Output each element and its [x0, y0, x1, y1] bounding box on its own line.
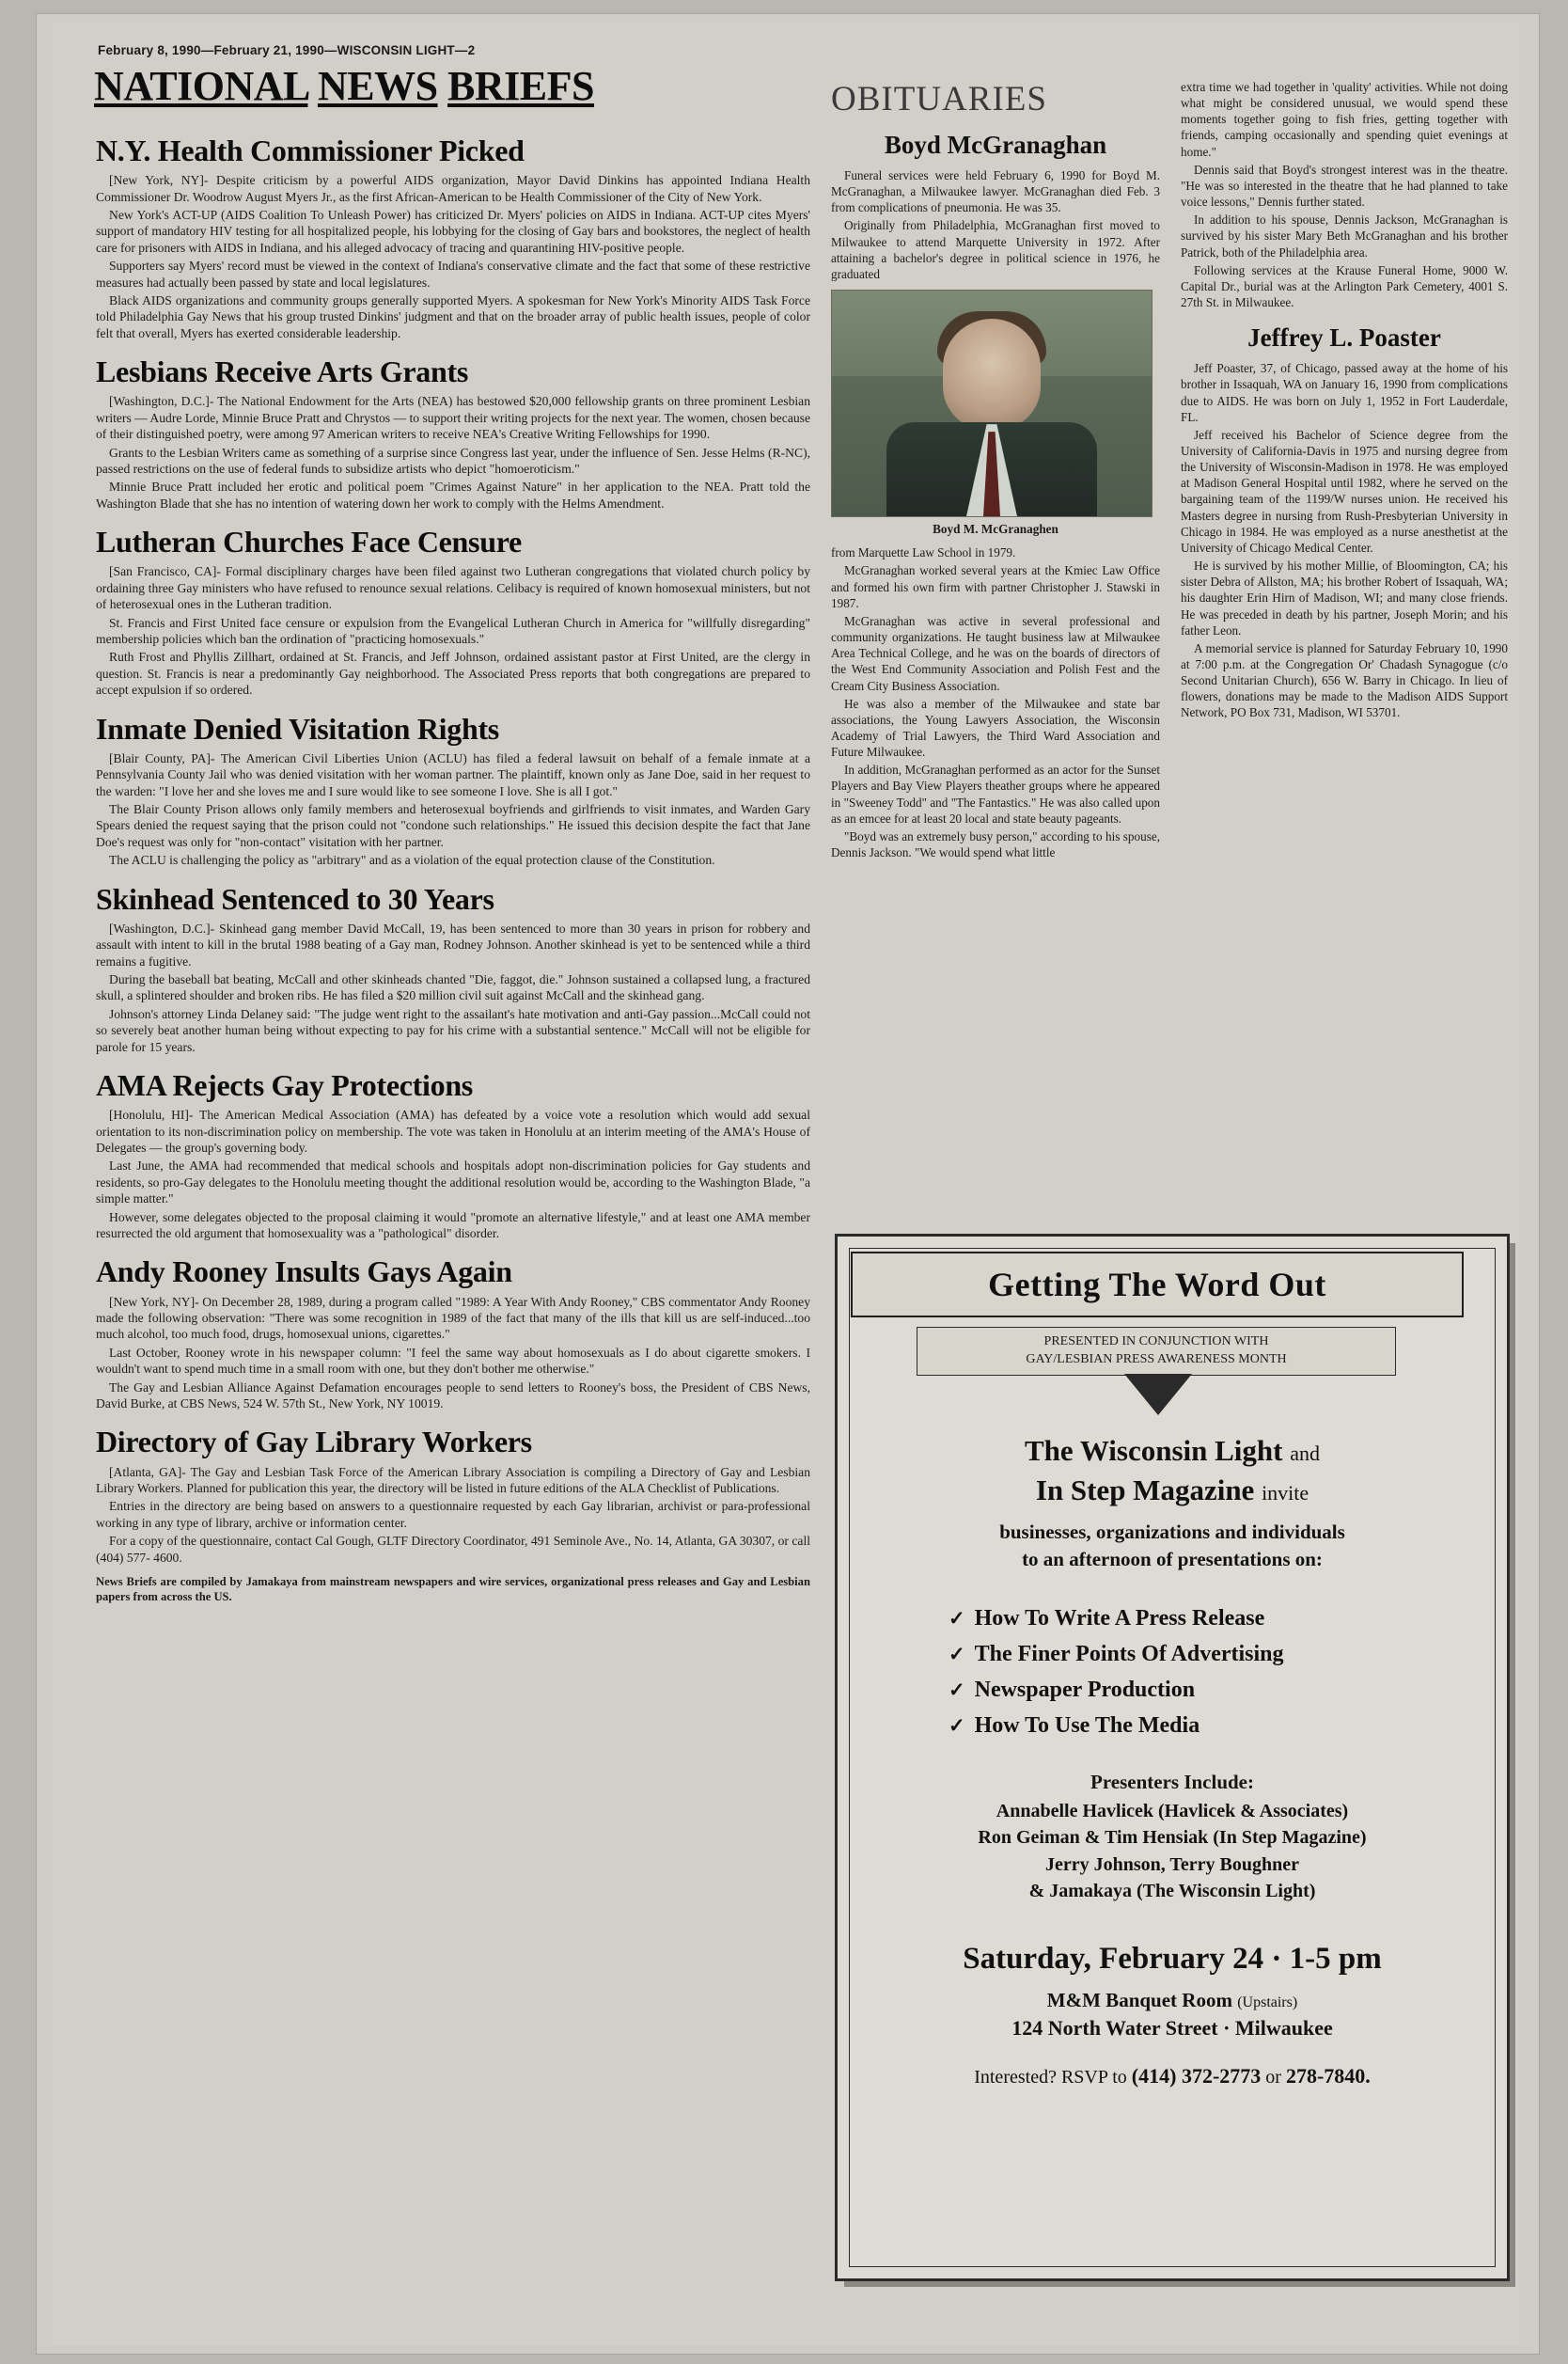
ad-invite-line-1: businesses, organizations and individuals: [999, 1521, 1345, 1543]
article-paragraph: For a copy of the questionnaire, contact Cal Gough, GLTF Directory Coordinator, 491 Seminole Ave., No. 14, Atlanta, GA 30307, or call (404) 577- 4600.: [96, 1534, 810, 1565]
ad-presenter-item: Jerry Johnson, Terry Boughner: [1044, 1853, 1300, 1875]
article-headline: Directory of Gay Library Workers: [96, 1425, 532, 1459]
article-paragraph: Last June, the AMA had recommended that medical schools and hospitals adopt non-discrimination policies for Gay students and residents, so pro-Gay delegates to the Honolulu meeting thought the additional resolution would be, according to the Washington Blade, "a simple matter.": [96, 1158, 810, 1206]
article-lutheran-churches-censure: [96, 527, 810, 698]
article-lesbians-arts-grants: [96, 356, 810, 512]
article-paragraph: [New York, NY]- On December 28, 1989, during a program called "1989: A Year With Andy Rooney," CBS commentator Andy Rooney made the following observation: "There was some recognition in 1989 of the fact that many of the ills that kill us are self-induced...too much alcohol, too much food, drugs, homosexual unions, cigarettes.": [96, 1294, 810, 1342]
article-paragraph: Ruth Frost and Phyllis Zillhart, ordained at St. Francis, and Jeff Johnson, ordained assistant pastor at First United, are the clergy in question. St. Francis is near a predominantly Gay neighborhood. The Associated Press reports that both congregations are prepared to accept expulsion if so ordered.: [96, 650, 810, 698]
column-obituaries: [831, 79, 1160, 862]
article-headline: Inmate Denied Visitation Rights: [96, 711, 499, 746]
article-headline: N.Y. Health Commissioner Picked: [96, 134, 525, 167]
article-headline: Lesbians Receive Arts Grants: [96, 355, 469, 389]
article-paragraph: [Washington, D.C.]- The National Endowment for the Arts (NEA) has bestowed $20,000 fellowship grants on three prominent Lesbian writers — Audre Lorde, Minnie Bruce Pratt and Chrystos — to support their writing projects for the next year. The women, chosen because of their distinguished poetry, were among 97 American writers to receive NEA's Creative Writing Fellowships for 1990.: [96, 394, 810, 442]
obituary-paragraph: He was also a member of the Milwaukee and state bar associations, the Young Lawyers Association, the Wisconsin Academy of Trial Lawyers, the Third Ward Association and Future Milwaukee.: [831, 696, 1160, 760]
ad-presenter-item: Annabelle Havlicek (Havlicek & Associates): [996, 1801, 1349, 1821]
page-surface: [53, 23, 1519, 2345]
obituary-paragraph: Dennis said that Boyd's strongest interest was in the theatre. "He was so interested in the theatre that he had planned to take voice lessons," Dennis further stated.: [1181, 162, 1508, 210]
article-paragraph: The ACLU is challenging the policy as "arbitrary" and as a violation of the equal protection clause of the Constitution.: [109, 853, 715, 868]
ad-rsvp-prefix: Interested? RSVP to: [974, 2067, 1132, 2088]
checkmark-icon: ✓: [949, 1642, 965, 1665]
obituary-paragraph: "Boyd was an extremely busy person," according to his spouse, Dennis Jackson. "We would spend what little: [831, 828, 1160, 860]
obituary-paragraph: Funeral services were held February 6, 1990 for Boyd M. McGranaghan, a Milwaukee lawyer. McGranaghan died Feb. 3 from complications of pneumonia. He was 35.: [831, 168, 1160, 215]
ad-headline-invite: invite: [1262, 1481, 1309, 1505]
article-paragraph: [San Francisco, CA]- Formal disciplinary charges have been filed against two Lutheran congregations that violated church policy by ordaining three Gay ministers who have refused to renounce sexual relations. Celibacy is required of known homosexual ministers, but not of heterosexual ones in the Lutheran tradition.: [96, 564, 810, 612]
ad-rsvp-line: [838, 2064, 1507, 2088]
article-paragraph: Supporters say Myers' record must be viewed in the context of Indiana's conservative climate and the fact that some of these restrictive measures had actually been passed by state and local legislatures.: [96, 259, 810, 290]
checkmark-icon: ✓: [949, 1713, 965, 1737]
article-headline: Andy Rooney Insults Gays Again: [96, 1254, 512, 1289]
ad-invite-line-2: to an afternoon of presentations on:: [1022, 1548, 1323, 1571]
ad-rsvp-conjunction: or: [1261, 2067, 1286, 2088]
article-paragraph: Minnie Bruce Pratt included her erotic and political poem "Crimes Against Nature" in her application to the NEA. Pratt told the Washington Blade that she has no intention of watering down her work to comply with the Helms Amendment.: [96, 480, 810, 511]
article-paragraph: [New York, NY]- Despite criticism by a powerful AIDS organization, Mayor David Dinkins has appointed Indiana Health Commissioner Dr. Woodrow August Myers Jr., as the first African-American to be Health Commissioner of the City of New York.: [96, 173, 810, 204]
column-news-briefs: [96, 135, 810, 1620]
obituary-name-mcgranaghan: Boyd McGranaghan: [884, 131, 1107, 159]
photo-caption: Boyd M. McGranaghen: [933, 522, 1058, 537]
obituary-paragraph: In addition to his spouse, Dennis Jackson, McGranaghan is survived by his sister Mary Beth McGranaghan and his brother Patrick, both of the Philadelphia area.: [1181, 213, 1508, 260]
obituary-name-poaster: Jeffrey L. Poaster: [1247, 323, 1441, 353]
ad-presenters: [838, 1771, 1507, 1905]
article-headline: Skinhead Sentenced to 30 Years: [96, 881, 494, 916]
article-paragraph: [Honolulu, HI]- The American Medical Association (AMA) has defeated by a voice vote a resolution which would add sexual orientation to its non-discrimination policy on membership. The vote was taken in Honolulu at an interim meeting of the AMA's House of Delegates — the group's governing body.: [96, 1108, 810, 1155]
article-paragraph: The Gay and Lesbian Alliance Against Defamation encourages people to send letters to Rooney's boss, the President of CBS News, David Burke, at CBS News, 524 W. 57th St., New York, NY 10019.: [96, 1379, 810, 1411]
obituary-paragraph: McGranaghan was active in several professional and community organizations. He taught business law at Milwaukee Area Technical College, and he was on the boards of directors of the West End Community Association and Polish Fest and the Cream City Business Association.: [831, 613, 1160, 693]
ad-presenter-item: & Jamakaya (The Wisconsin Light): [1028, 1881, 1316, 1902]
ad-venue-note: (Upstairs): [1237, 1994, 1298, 2010]
article-paragraph: New York's ACT-UP (AIDS Coalition To Unleash Power) has criticized Dr. Myers' policies on AIDS in Indiana. ACT-UP cites Myers' support of mandatory HIV testing for all hospitalized people, his lobbying for the closing of Gay bars and bookstores, the neglect of health care for prisoners with AIDS in Indiana, and his alleged advocacy of tracing and quarantining HIV-positive people.: [96, 208, 810, 255]
ad-headline-and: and: [1290, 1442, 1321, 1465]
newspaper-page: [36, 13, 1540, 2355]
running-head: February 8, 1990—February 21, 1990—WISCONSIN LIGHT—2: [98, 43, 476, 57]
ad-presenter-item: Ron Geiman & Tim Hensiak (In Step Magazine): [978, 1827, 1367, 1849]
ad-presenters-title: Presenters Include:: [1090, 1771, 1254, 1793]
obituary-paragraph: He is survived by his mother Millie, of Bloomington, CA; his sister Debra of Allston, MA; his brother Robert of Issaquah, WA; his daughter Erin Hirn of Madison, WI; and many close friends. He was preceded in death by his partner, Joseph Morin; and his father Leon.: [1181, 559, 1508, 638]
news-briefs-credit: News Briefs are compiled by Jamakaya from mainstream newspapers and wire services, organizational press releases and Gay and Lesbian papers from across the US.: [96, 1574, 810, 1603]
ad-topic-label: How To Write A Press Release: [974, 1606, 1265, 1631]
article-inmate-visitation: [96, 711, 810, 869]
article-paragraph: The Blair County Prison allows only family members and heterosexual boyfriends and girlfriends to visit inmates, and Warden Gary Spears denied the request saying that the prison could not "condone such relationships." He issued this decision despite the fact that Jane Doe's request was only for "non-contact" visitation with her partner.: [96, 802, 810, 849]
ad-topic-item: [949, 1673, 1284, 1709]
checkmark-icon: ✓: [949, 1607, 965, 1630]
ad-topic-label: The Finer Points Of Advertising: [974, 1641, 1284, 1666]
triangle-ornament-icon: [1124, 1374, 1192, 1415]
ad-topic-label: How To Use The Media: [974, 1712, 1200, 1738]
ad-topic-item: [949, 1601, 1284, 1637]
ad-rsvp-phone-2[interactable]: 278-7840.: [1285, 2064, 1371, 2088]
article-paragraph: However, some delegates objected to the proposal claiming it would "promote an alternative lifestyle," and at least one AMA member resurrected the old argument that homosexuality was a "pathological" disorder.: [96, 1209, 810, 1240]
ad-topic-list: [949, 1601, 1284, 1744]
obituary-portrait-photo: [831, 290, 1152, 517]
article-paragraph: Last October, Rooney wrote in his newspaper column: "I feel the same way about homosexuals as I do about cigarette smokers. I wouldn't want to spend much time in a small room with one, but they don't bother me otherwise.": [96, 1345, 810, 1377]
article-gay-library-directory: [96, 1426, 810, 1604]
article-paragraph: Johnson's attorney Linda Delaney said: "The judge went right to the assailant's hate motivation and anti-Gay passion...McCall could not so severely beat another human being without expecting to pay for his crime with a substantial sentence." McCall will not be eligible for parole for 15 years.: [96, 1006, 810, 1054]
obituary-paragraph: extra time we had together in 'quality' activities. While not doing what might be considered unusual, we would spend these moments together going to fish fries, getting together with friends, camping occasionally and spending quiet evenings at home.": [1181, 80, 1508, 159]
ad-topic-label: Newspaper Production: [974, 1677, 1196, 1702]
ad-banner-title: Getting The Word Out: [988, 1266, 1326, 1303]
advertisement-getting-the-word-out: [835, 1234, 1510, 2281]
article-paragraph: St. Francis and First United face censure or expulsion from the Evangelical Lutheran Church in America for "willfully disregarding" membership policies which ban the ordination of "practicing homosexuals.": [96, 615, 810, 646]
ad-topic-item: [949, 1709, 1284, 1744]
article-skinhead-sentenced: [96, 881, 810, 1055]
ad-subtitle-box: [917, 1327, 1396, 1376]
obituary-paragraph: A memorial service is planned for Saturday February 10, 1990 at 7:00 p.m. at the Congregation Or' Chadash Synagogue (c/o Second Unitarian Church), 656 W. Barry in Chicago. In lieu of flowers, donations may be made to the Madison AIDS Support Network, PO Box 731, Madison, WI 53701.: [1181, 640, 1508, 720]
article-paragraph: [Washington, D.C.]- Skinhead gang member David McCall, 19, has been sentenced to more than 30 years in prison for robbery and assault with intent to kill in the brutal 1988 beating of a Gay man, Rodney Johnson. Another skinhead is yet to be sentenced while a third remains a fugitive.: [96, 921, 810, 969]
ad-event-location: [838, 1989, 1507, 2041]
article-paragraph: [Blair County, PA]- The American Civil Liberties Union (ACLU) has filed a federal lawsuit on behalf of a female inmate at a Pennsylvania County Jail who was denied visitation with her woman partner. The plaintiff, known only as Jane Doe, said in her request to the warden: "I love her and she loves me and I sure would like to see someone I love. She is all I got.": [96, 750, 810, 798]
article-headline: AMA Rejects Gay Protections: [96, 1067, 473, 1102]
ad-invitation-text: [875, 1519, 1469, 1574]
article-ama-rejects-protections: [96, 1067, 810, 1241]
masthead-word-3: BRIEFS: [447, 63, 594, 109]
page-title: [94, 63, 827, 109]
column-obituaries-continued: [1181, 79, 1508, 723]
ad-banner: [851, 1252, 1464, 1317]
ad-headline-publication-2: In Step Magazine: [1035, 1474, 1255, 1506]
obituary-paragraph: In addition, McGranaghan performed as an actor for the Sunset Players and Bay View Players theather groups where he appeared in "Sweeney Todd" and "The Fantastics." He was also called upon as an emcee for at least 20 local and state beauty pageants.: [831, 763, 1160, 826]
ad-rsvp-phone-1[interactable]: (414) 372-2773: [1131, 2064, 1262, 2088]
article-paragraph: During the baseball bat beating, McCall and other skinheads chanted "Die, faggot, die." Johnson sustained a collapsed lung, a fractured skull, a splintered shoulder and broken ribs. He has filed a $20 million civil suit against McCall and the skinhead gang.: [96, 972, 810, 1003]
obituary-paragraph: from Marquette Law School in 1979.: [831, 545, 1016, 560]
masthead-word-2: NEWS: [317, 63, 438, 109]
article-paragraph: Black AIDS organizations and community groups generally supported Myers. A spokesman for New York's Minority AIDS Task Force told Philadelphia Gay News that his group trusted Dinkins' judgment and that on the broader array of public health issues, people of color felt that overall, Myers has exerted considerable leadership.: [96, 293, 810, 340]
obituary-paragraph: McGranaghan worked several years at the Kmiec Law Office and formed his own firm with partner Christopher J. Stawski in 1987.: [831, 563, 1160, 610]
obituary-paragraph: Jeff received his Bachelor of Science degree from the University of California-Davis in 1975 and nursing degree from the University of Wisconsin-Madison in 1978. He was employed at Madison General Hospital until 1982, where he served on the bargaining team of the 1199/W nurses union. He received his Masters degree in nursing from Rush-Presbyterian University in Chicago in 1984. He was employed as a nurse anesthetist at the University of Chicago Medical Center.: [1181, 427, 1508, 555]
ad-headline: [838, 1434, 1507, 1507]
article-paragraph: Entries in the directory are being based on answers to a questionnaire requested by each Gay librarian, archivist or para-professional working in any type of library, archive or information center.: [96, 1499, 810, 1530]
section-title-obituaries: OBITUARIES: [831, 80, 1047, 118]
article-andy-rooney: [96, 1256, 810, 1411]
checkmark-icon: ✓: [949, 1678, 965, 1701]
obituary-paragraph: Originally from Philadelphia, McGranaghan first moved to Milwaukee to attend Marquette University in 1972. After attaining a bachelor's degree in political science in 1976, he graduated: [831, 218, 1160, 281]
ad-venue-name: M&M Banquet Room: [1046, 1989, 1232, 2011]
article-headline: Lutheran Churches Face Censure: [96, 525, 522, 559]
article-paragraph: Grants to the Lesbian Writers came as something of a surprise since Congress last year, under the influence of Sen. Jesse Helms (R-NC), passed restrictions on the use of federal funds to subsidize artists who depict "homoeroticism.": [96, 445, 810, 476]
ad-event-datetime: Saturday, February 24 · 1-5 pm: [963, 1942, 1382, 1976]
obituary-paragraph: Jeff Poaster, 37, of Chicago, passed away at the home of his brother in Issaquah, WA on January 16, 1990 from complications due to AIDS. He was born on July 1, 1952 in Fort Lauderdale, FL.: [1181, 361, 1508, 424]
ad-subtitle-line-2: GAY/LESBIAN PRESS AWARENESS MONTH: [1026, 1352, 1287, 1366]
obituary-paragraph: Following services at the Krause Funeral Home, 9000 W. Capital Dr., burial was at the Arlington Park Cemetery, 4001 S. 27th St. in Milwaukee.: [1181, 262, 1508, 310]
ad-topic-item: [949, 1637, 1284, 1673]
article-paragraph: [Atlanta, GA]- The Gay and Lesbian Task Force of the American Library Association is compiling a Directory of Gay and Lesbian Library Workers. Planned for publication this year, the directory will be listed in future editions of the ALA Checklist of Publications.: [96, 1464, 810, 1495]
ad-venue-address: 124 North Water Street · Milwaukee: [1011, 2016, 1333, 2040]
ad-subtitle-line-1: PRESENTED IN CONJUNCTION WITH: [1043, 1334, 1269, 1349]
masthead-word-1: NATIONAL: [94, 63, 308, 109]
article-ny-health-commissioner: [96, 135, 810, 341]
ad-headline-publication-1: The Wisconsin Light: [1024, 1434, 1283, 1467]
